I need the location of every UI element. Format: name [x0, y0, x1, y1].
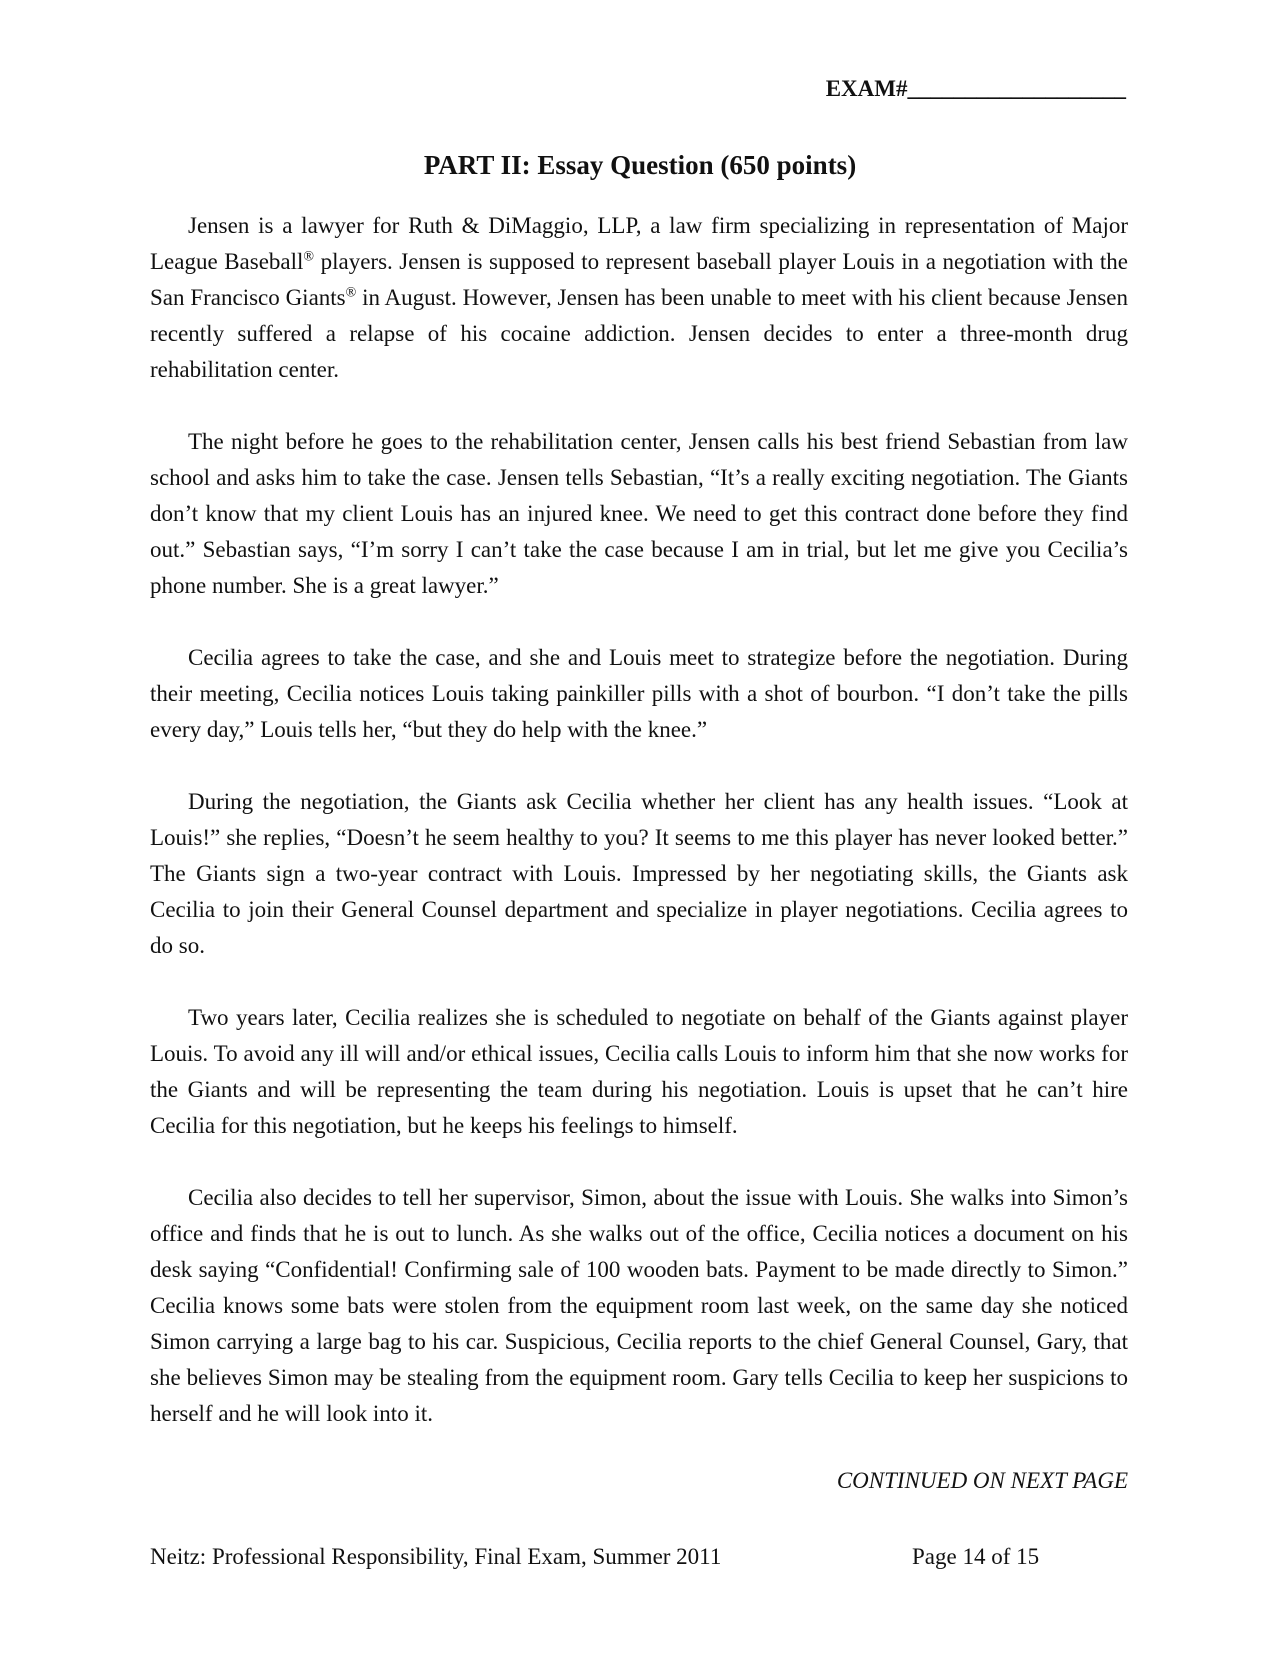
paragraph-6: Cecilia also decides to tell her supervisor, Simon, about the issue with Louis. She walks into Simon’s office and finds that he is out to lunch. As she walks out of the office, Cecilia notices a document on his desk saying “Confidential! Confirming sale of 100 wooden bats. Payment to be made directly to Simon.” Cecilia knows some bats were stolen from the equipment room last week, on the same day she noticed Simon carrying a large bag to his car. Suspicious, Cecilia reports to the chief General Counsel, Gary, that she believes Simon may be stealing from the equipment room. Gary tells Cecilia to keep her suspicions to herself and he will look into it.	[150, 1185, 1128, 1426]
paragraph-1-part-b: players. Jensen is supposed to represent baseball player Louis in a negotiation with the San Francisco Giants	[150, 249, 1129, 310]
page-footer	[150, 1544, 1050, 1570]
paragraph-4: During the negotiation, the Giants ask Cecilia whether her client has any health issues. “Look at Louis!” she replies, “Doesn’t he seem healthy to you? It seems to me this player has never looked better.” The Giants sign a two-year contract with Louis. Impressed by her negotiating skills, the Giants ask Cecilia to join their General Counsel department and specialize in player negotiations. Cecilia agrees to do so.	[150, 789, 1128, 958]
page-title: PART II: Essay Question (650 points)	[423, 150, 857, 180]
registered-mark-1: ®	[303, 249, 315, 265]
paragraph-2: The night before he goes to the rehabilitation center, Jensen calls his best friend Sebastian from law school and asks him to take the case. Jensen tells Sebastian, “It’s a really exciting negotiation. The Giants don’t know that my client Louis has an injured knee. We need to get this contract done before they find out.” Sebastian says, “I’m sorry I can’t take the case because I am in trial, but let me give you Cecilia’s phone number. She is a great lawyer.”	[150, 429, 1128, 598]
essay-question-body	[150, 208, 1128, 1432]
footer-course-title: Neitz: Professional Responsibility, Final Exam, Summer 2011	[150, 1544, 722, 1569]
paragraph-3: Cecilia agrees to take the case, and she and Louis meet to strategize before the negotiation. During their meeting, Cecilia notices Louis taking painkiller pills with a shot of bourbon. “I don’t take the pills every day,” Louis tells her, “but they do help with the knee.”	[150, 645, 1128, 742]
page-number: Page 14 of 15	[912, 1544, 1040, 1569]
registered-mark-2: ®	[345, 285, 357, 301]
paragraph-1	[150, 208, 1128, 388]
paragraph-1-part-c: in August. However, Jensen has been unable to meet with his client because Jensen recently suffered a relapse of his cocaine addiction. Jensen decides to enter a three-month drug rehabilitation center.	[150, 285, 1128, 382]
continued-notice: CONTINUED ON NEXT PAGE	[836, 1468, 1128, 1493]
paragraph-5: Two years later, Cecilia realizes she is scheduled to negotiate on behalf of the Giants against player Louis. To avoid any ill will and/or ethical issues, Cecilia calls Louis to inform him that she now works for the Giants and will be representing the team during his negotiation. Louis is upset that he can’t hire Cecilia for this negotiation, but he keeps his feelings to himself.	[150, 1005, 1128, 1138]
exam-number-field: EXAM#___________________	[825, 76, 1126, 101]
paragraph-1-part-a: Jensen is a lawyer for Ruth & DiMaggio, LLP, a law firm specializing in representation of Major League Baseball	[150, 213, 1128, 274]
